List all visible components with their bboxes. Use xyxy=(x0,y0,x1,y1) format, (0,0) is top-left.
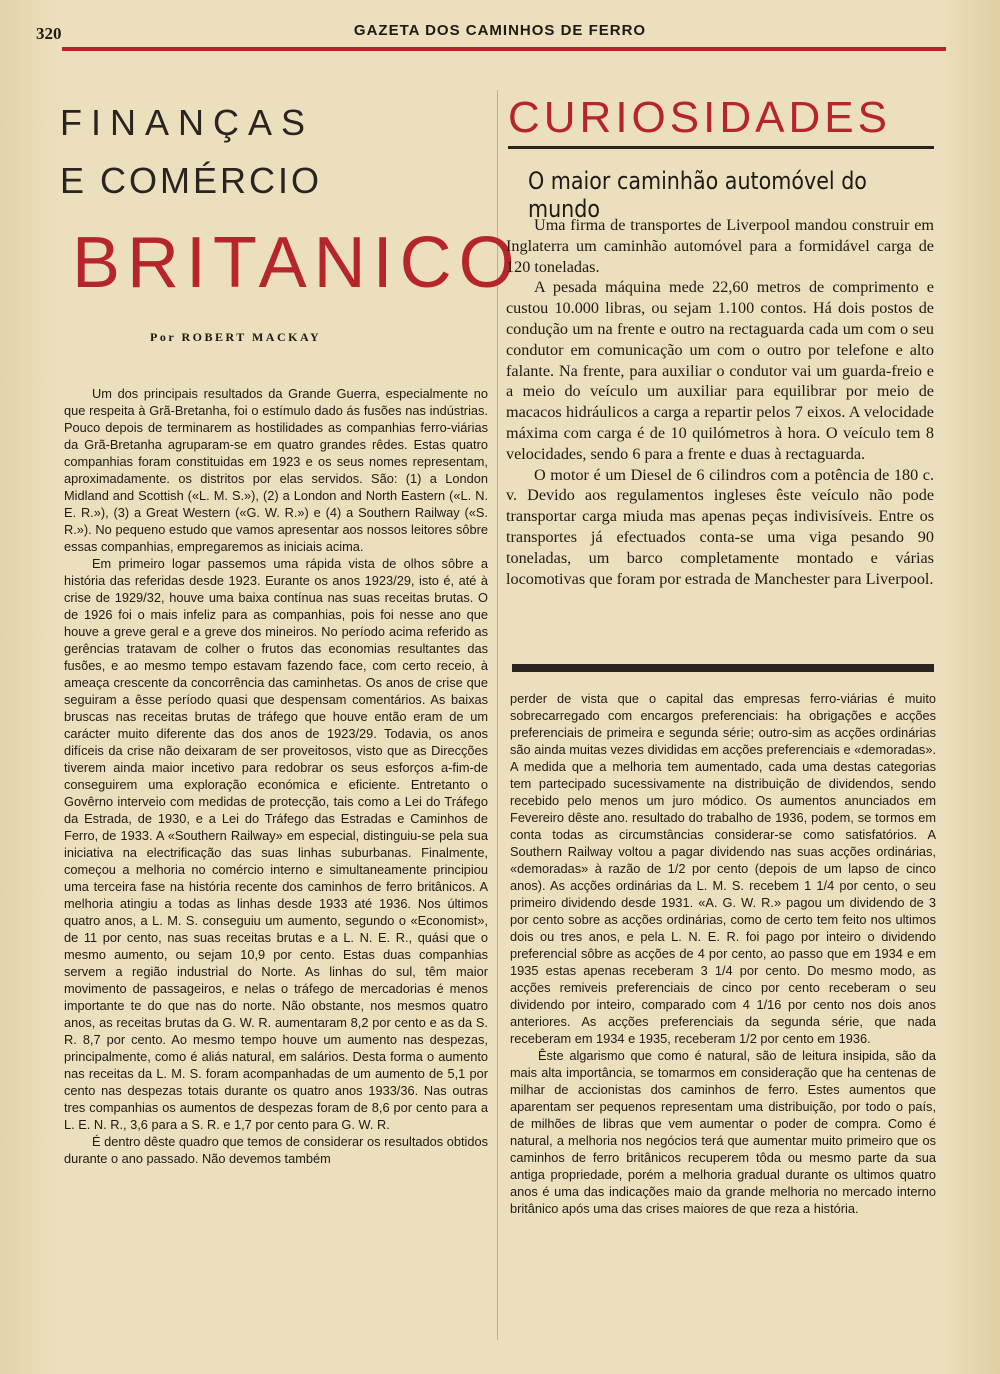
article-title-line1: FINANÇAS xyxy=(60,102,315,143)
article-title-line2: E COMÉRCIO xyxy=(60,160,323,201)
body-paragraph: Em primeiro logar passemos uma rápida vista de olhos sôbre a história das referidas desde 1923. Eurante os anos 1923/29, isto é, até à crise de 1929/32, houve uma baixa contínua nas suas receitas brutas. O de 1926 foi o mais infeliz para as companhias, pois foi nesse ano que houve a greve geral e a greve dos mineiros. No período acima referido as gerências tratavam de colher o frutos das economias resultantes das fusões, e ao mesmo tempo estavam fazendo face, com certo receio, à ameaça crescente da concorrência das caminhetas. Os anos de crise que seguiram a êsse período quasi que despensam comentários. As baixas bruscas nas receitas brutas de tráfego que houve então eram de um carácter muito diferente das dos anos de 1923/29. Todavia, os anos difíceis da crise não deixaram de ser proveitosos, visto que as Direcções tiverem ainda maior incetivo para redobrar os seus esforços a-fim-de conseguirem uma exploração económica e eficiente. Entretanto o Govêrno interveio com medidas de protecção, tais como a Lei do Tráfego da Estrada, de 1930, e a Lei do Tráfego das Estradas e Caminhos de Ferro, de 1933. A «Southern Railway» em especial, distinguiu-se pela sua iniciativa na electrificação das suas linhas suburbanas. Finalmente, começou a melhoria no comércio interno e simultaneamente principiou uma terceira fase na história recente dos caminhos de ferro britânicos. A melhoria atingiu a todas as linhas desde 1933 até 1936. Nos últimos quatro anos, a L. M. S. conseguiu um aumento, segundo o «Economist», de 11 por cento, nas suas receitas brutas e a L. N. E. R., quási que o mesmo aumento, ou sejam 10,9 por cento. Estas duas companhias servem a região industrial do Norte. As linhas do sul, têm maior movimento de passageiros, e nelas o tráfego de mercadorias é menos importante te do que nas do norte. Não obstante, nos mesmos quatro anos, as receitas brutas da G. W. R. aumentaram 8,2 por cento e as da S. R. 8,7 por cento. Ao mesmo tempo houve um aumento nas despezas, principalmente, como é aliás natural, em salários. Desta forma o aumento nas receitas da L. M. S. foram acompanhadas de um aumento de 5,1 por cento nas despezas totais durante os quatro anos 1933/36. Nas outras tres companhias os aumentos de despezas foram de 8,6 por cento para a L. E. N. R., 3,6 para a S. R. e 1,7 por cento para G. W. R. xyxy=(64,556,488,1132)
article-paragraph: A pesada máquina mede 22,60 metros de comprimento e custou 10.000 libras, ou sejam 1.100 contos. Há dois postos de condução um na frente e outro na rectaguarda cada um com o seu condutor em comunicação um com o outro por telefone e alto falante. Na frente, para auxiliar o condutor vai um guarda-freio e a meio do veículo um auxiliar para equilibrar por meio de macacos hidráulicos a carga a repartir pelos 7 eixos. A velocidade máxima com carga é de 10 quilómetros à hora. O veículo tem 8 velocidades, sendo 6 para a frente e duas à rectaguarda. xyxy=(506,278,934,463)
page-header xyxy=(60,20,940,46)
page-number: 320 xyxy=(36,24,62,43)
left-column-body xyxy=(64,385,488,1167)
article-byline: Por ROBERT MACKAY xyxy=(150,330,322,344)
article-paragraph: Uma firma de transportes de Liverpool mandou construir em Inglaterra um caminhão automóvel para a formidável carga de 120 toneladas. xyxy=(506,216,934,276)
continuation-paragraph: Êste algarismo que como é natural, são de leitura insipida, são da mais alta importância, se tomarmos em consideração que ha centenas de milhar de accionistas dos caminhos de ferro. Estes aumentos que aparentam ser pequenos representam uma distribuição, por todo o país, de milhões de libras que vem aumentar o poder de compra. Como é natural, a melhoria nos negócios terá que aumentar muito primeiro que os caminhos de ferro britânicos recuperem tôda ou mesmo parte da sua antiga propriedade, porém a melhoria gradual durante os ultimos quatro anos é uma das indicações maio da grande melhoria no mercado interno britânico após uma das crises maiores de que reza a história. xyxy=(510,1048,936,1216)
title-rule xyxy=(508,146,934,149)
right-column-continuation xyxy=(510,690,936,1217)
article-title-line3: BRITANICO xyxy=(72,223,522,303)
right-column-article xyxy=(506,215,934,589)
header-rule xyxy=(62,47,946,51)
journal-title: GAZETA DOS CAMINHOS DE FERRO xyxy=(353,22,647,39)
curiosidades-title: CURIOSIDADES xyxy=(508,93,891,142)
section-divider-rule xyxy=(512,664,934,672)
continuation-paragraph: perder de vista que o capital das empresas ferro-viárias é muito sobrecarregado com encargos preferenciais: ha obrigações e acções preferenciais de primeira e segunda série; outro-sim as acções ordinárias são ainda muitas vezes divididas em acções preferenciais e «demoradas». A medida que a melhoria tem aumentado, cada uma destas categorias tem partecipado sucessivamente na distribuição de dividendos, sendo recebido pelo menos um juro módico. Os aumentos anunciados em Fevereiro dêste ano. resultado do trabalho de 1936, podem, se tormos em conta todas as circumstâncias considerar-se como satisfatórios. A Southern Railway voltou a pagar dividendo nas suas acções ordinárias, «demoradas» à razão de 1/2 por cento (depois de um lapso de cinco anos). As acções ordinárias da L. M. S. recebem 1 1/4 por cento, o seu primeiro dividendo desde 1931. «A. G. W. R.» pagou um dividendo de 3 por cento sobre as acções ordinárias, como de certo tem feito nos ultimos dois ou tres anos, e pela L. N. E. R. foi pago por inteiro o dividendo preferencial sôbre as acções de 4 por cento, ao passo que em 1934 e em 1935 estas apenas receberam 3 1/4 por cento. Do mesmo modo, as acções remiveis preferenciais de cinco por cento receberam o seu dividendo por inteiro, comparado com 4 1/16 por cento nos dois anos anteriores. As acções preferenciais da segunda série, que nada receberam em 1934 e 1935, receberam 1/2 por cento em 1936. xyxy=(510,691,936,1046)
curiosidades-subtitle: O maior caminhão automóvel do mundo xyxy=(528,167,867,223)
body-paragraph: É dentro dêste quadro que temos de considerar os resultados obtidos durante o ano passado. Não devemos também xyxy=(64,1134,488,1166)
article-paragraph: O motor é um Diesel de 6 cilindros com a potência de 180 c. v. Devido aos regulamentos ingleses êste veículo não pode transportar carga miuda mas apenas peças indivisíveis. Entre os transportes já efectuados conta-se uma viga pesando 90 toneladas, um barco completamente montado e várias locomotivas que foram por estrada de Manchester para Liverpool. xyxy=(506,465,934,588)
body-paragraph: Um dos principais resultados da Grande Guerra, especialmente no que respeita à Grã-Bretanha, foi o estímulo dado ás fusões nas indústrias. Pouco depois de terminarem as hostilidades as companhias ferro-viárias da Grã-Bretanha agruparam-se em quatro grandes rêdes. Estas quatro companhias foram constituidas em 1923 e os seus nomes representam, aproximadamente. os distritos por elas servidos. São: (1) a London Midland and Scottish («L. M. S.»), (2) a London and North Eastern («L. N. E. R.»), (3) a Great Western («G. W. R.») e (4) a Southern Railway («S. R.»). No pequeno estudo que vamos apresentar aos nossos leitores sôbre essas companhias, empregaremos as iniciais acima. xyxy=(64,386,488,554)
